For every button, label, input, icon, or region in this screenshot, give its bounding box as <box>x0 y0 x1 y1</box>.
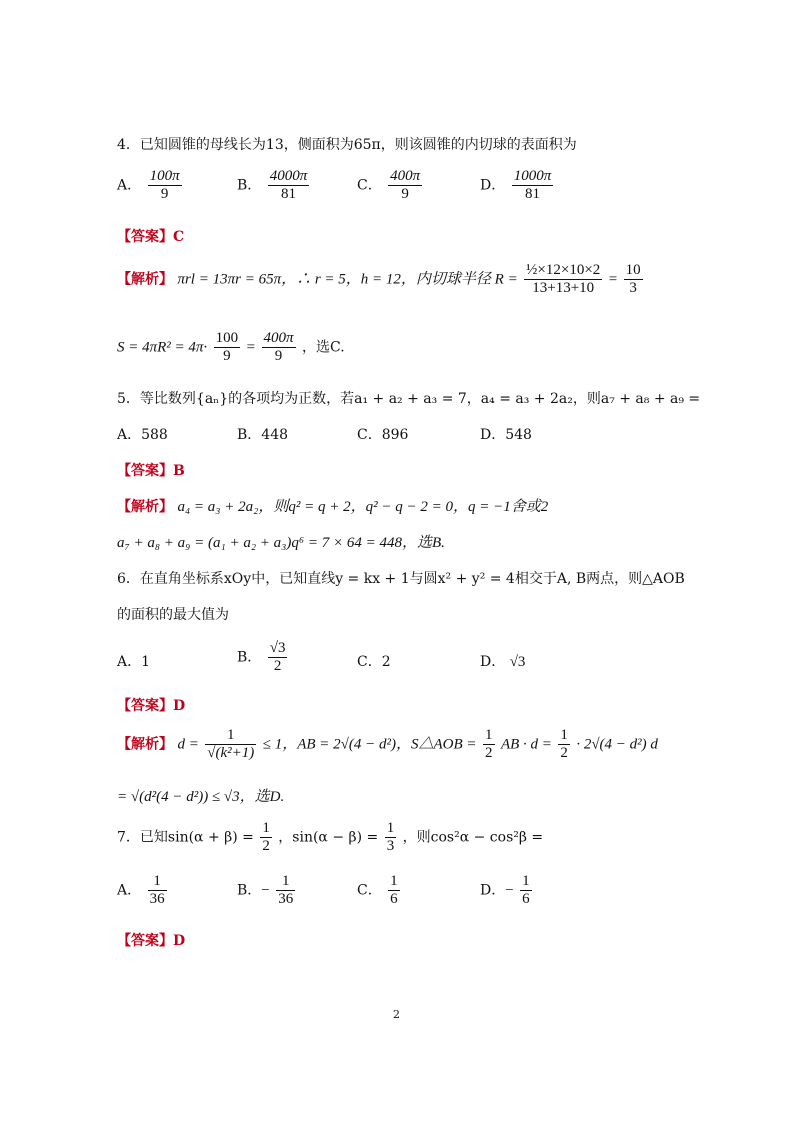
q6-option-b <box>237 640 289 675</box>
q6-stem-line-2: 的面积的最大值为 <box>117 607 229 623</box>
analysis-label: 【解析】 <box>117 271 173 288</box>
q7-option-c <box>357 873 402 908</box>
analysis-text: · 2√(4 − d²) d <box>576 736 658 753</box>
page-number: 2 <box>393 1008 400 1021</box>
equals-sign: = <box>608 271 618 288</box>
option-label: D． <box>480 177 506 194</box>
q6-option-d <box>480 651 525 671</box>
q5-analysis-line-2 <box>117 531 445 552</box>
q5-stem: 5．等比数列{aₙ}的各项均为正数，若a₁ + a₂ + a₃ = 7，a₄ = a₃ + 2a₂，则a₇ + a₈ + a₉ = <box>117 391 701 407</box>
option-fraction: $\frac{1}{36}$ <box>149 873 165 907</box>
option-fraction: $\frac{√3}{2}$ <box>269 640 286 674</box>
q6-stem-line-1: 6．在直角坐标系xOy中，已知直线y = kx + 1与圆x² + y² = 4相交于A, B两点，则△AOB <box>117 571 685 587</box>
radius-result-fraction: $\frac{10}{3}$ <box>625 262 641 296</box>
q6-answer: 【答案】D <box>117 698 186 714</box>
analysis-text: ≤ 1，AB = 2√(4 − d²)，S△AOB = <box>262 736 477 753</box>
q4-stem: 4．已知圆锥的母线长为13，侧面积为65π，则该圆锥的内切球的表面积为 <box>117 137 577 153</box>
analysis-conclusion: ，选C. <box>301 339 345 356</box>
stem-fraction: $\frac{1}{3}$ <box>386 820 395 854</box>
area-fraction-1: $\frac{100}{9}$ <box>215 330 239 364</box>
stem-text: ，则cos²α − cos²β = <box>402 829 544 846</box>
half-fraction: $\frac{1}{2}$ <box>485 727 493 761</box>
option-label: B． <box>237 649 262 666</box>
q7-option-a <box>117 873 169 908</box>
q4-option-b <box>237 168 311 203</box>
q6-option-a: A．1 <box>117 654 151 670</box>
option-fraction: $\frac{100\pi}{9}$ <box>149 168 180 202</box>
analysis-text: AB · d = <box>500 736 552 753</box>
stem-text: ，sin(α − β) = <box>278 829 379 846</box>
option-label: C． <box>357 882 382 899</box>
option-fraction: $\frac{1}{6}$ <box>522 873 530 907</box>
option-label: C． <box>357 177 382 194</box>
analysis-text: S = 4πR² = 4π· <box>117 339 208 356</box>
q5-option-c: C．896 <box>357 427 409 443</box>
q7-answer: 【答案】D <box>117 933 186 949</box>
q4-option-c <box>357 168 424 203</box>
analysis-label: 【解析】 <box>117 736 173 753</box>
q7-stem <box>117 820 543 855</box>
option-fraction: $\frac{400\pi}{9}$ <box>390 168 421 202</box>
option-value: √3 <box>509 654 526 670</box>
analysis-text: πrl = 13πr = 65π，∴ r = 5，h = 12，内切球半径 R = <box>177 271 518 288</box>
q7-option-b <box>237 873 297 908</box>
q5-answer: 【答案】B <box>117 463 185 479</box>
option-label: B． <box>237 882 262 899</box>
q5-analysis-line-1 <box>117 495 548 516</box>
q6-option-c: C．2 <box>357 654 391 670</box>
q5-option-a: A．588 <box>117 427 168 443</box>
stem-text: 7．已知sin(α + β) = <box>117 829 254 846</box>
option-sign: − <box>261 882 270 899</box>
option-fraction: $\frac{1}{36}$ <box>278 873 294 907</box>
analysis-text: a₇ + a₈ + a₉ = (a₁ + a₂ + a₃)q⁶ = 7 × 64 = 448，选B. <box>117 535 445 551</box>
q5-option-d: D．548 <box>480 427 532 443</box>
q4-answer: 【答案】C <box>117 229 185 245</box>
analysis-label: 【解析】 <box>117 499 173 515</box>
radius-fraction: $\frac{\text{½×12×10×2}}{13+13+10}$ <box>526 262 601 296</box>
option-fraction: $\frac{4000\pi}{81}$ <box>269 168 308 202</box>
analysis-text: d = <box>177 736 199 753</box>
option-label: B． <box>237 177 262 194</box>
equals-sign: = <box>246 339 256 356</box>
q5-option-b: B．448 <box>237 427 289 443</box>
analysis-text: = √(d²(4 − d²)) ≤ √3，选D. <box>117 789 285 805</box>
q4-analysis-line-1 <box>117 262 645 297</box>
analysis-text: a₄ = a₃ + 2a₂，则q² = q + 2，q² − q − 2 = 0，q = −1舍或2 <box>177 499 549 515</box>
option-fraction: $\frac{1000\pi}{81}$ <box>513 168 552 202</box>
q4-option-d <box>480 168 555 203</box>
q4-analysis-line-2 <box>117 330 345 365</box>
q4-option-a <box>117 168 184 203</box>
q6-analysis-line-2 <box>117 785 284 806</box>
distance-fraction: $\frac{1}{\text{√(k²+1)}}$ <box>207 727 255 761</box>
option-label: A． <box>117 882 142 899</box>
half-fraction: $\frac{1}{2}$ <box>560 727 568 761</box>
q6-analysis-line-1 <box>117 727 658 762</box>
option-fraction: $\frac{1}{6}$ <box>390 873 398 907</box>
option-label: D． <box>480 882 506 899</box>
option-label: D． <box>480 654 506 670</box>
q7-option-d <box>480 873 534 908</box>
option-sign: − <box>505 882 514 899</box>
area-fraction-2: $\frac{400\pi}{9}$ <box>263 330 294 364</box>
stem-fraction: $\frac{1}{2}$ <box>262 820 270 854</box>
option-label: A． <box>117 177 142 194</box>
